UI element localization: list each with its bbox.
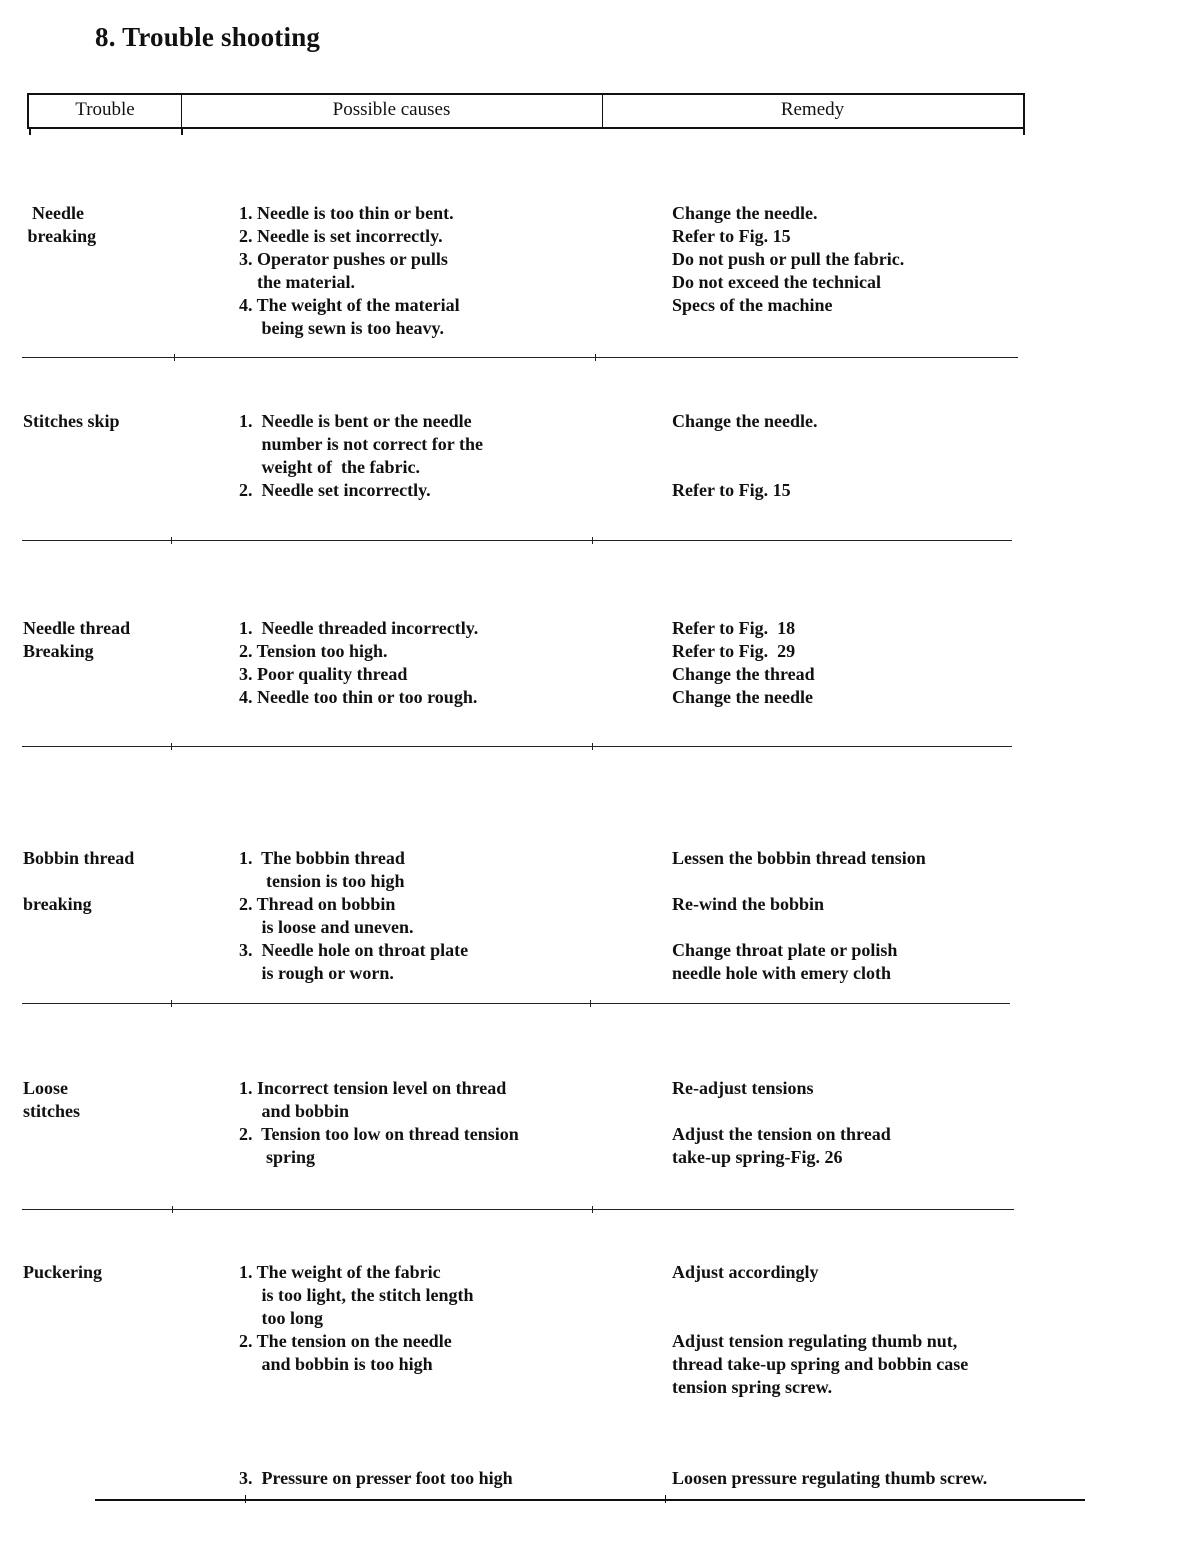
row-trouble: Loose stitches bbox=[23, 1078, 80, 1121]
row-trouble: Needle breaking bbox=[27, 203, 97, 246]
separator-tick bbox=[174, 354, 175, 361]
row-remedy: Lessen the bobbin thread tension Re-wind the bobbin Change throat plate or polish needle hole with emery cloth bbox=[672, 848, 926, 983]
separator-tick bbox=[171, 537, 172, 544]
row-remedy: Change the needle. Refer to Fig. 15 bbox=[672, 411, 818, 500]
table-header bbox=[27, 93, 1025, 129]
separator-tick bbox=[592, 537, 593, 544]
row-trouble: Stitches skip bbox=[23, 411, 120, 431]
separator-tick bbox=[590, 1000, 591, 1007]
row-separator bbox=[22, 540, 1012, 541]
row-separator bbox=[22, 746, 1012, 747]
separator-tick bbox=[171, 1000, 172, 1007]
separator-tick bbox=[592, 1206, 593, 1213]
row-remedy: Refer to Fig. 18 Refer to Fig. 29 Change the thread Change the needle bbox=[672, 618, 815, 707]
row-remedy: Re-adjust tensions Adjust the tension on thread take-up spring-Fig. 26 bbox=[672, 1078, 891, 1167]
page-title: 8. Trouble shooting bbox=[95, 22, 321, 52]
row-trouble: Puckering bbox=[23, 1262, 102, 1282]
row-trouble: Needle thread Breaking bbox=[23, 618, 131, 661]
row-causes: 1. Needle is too thin or bent. 2. Needle is set incorrectly. 3. Operator pushes or pulls the material. 4. The weight of the material being sewn is too heavy. bbox=[239, 203, 460, 338]
row-remedy: Loosen pressure regulating thumb screw. bbox=[672, 1468, 988, 1488]
row-causes: 3. Pressure on presser foot too high bbox=[239, 1468, 513, 1488]
header-remedy: Remedy bbox=[780, 99, 845, 120]
header-tick bbox=[181, 127, 183, 135]
separator-tick bbox=[665, 1495, 666, 1503]
separator-tick bbox=[172, 1206, 173, 1213]
separator-tick bbox=[595, 354, 596, 361]
row-separator bbox=[22, 357, 1018, 358]
header-trouble: Trouble bbox=[29, 95, 182, 127]
separator-tick bbox=[592, 743, 593, 750]
row-causes: 1. Needle is bent or the needle number is not correct for the weight of the fabric. 2. Needle set incorrectly. bbox=[239, 411, 483, 500]
header-possible-causes: Possible causes bbox=[181, 95, 603, 127]
row-remedy: Adjust accordingly Adjust tension regulating thumb nut, thread take-up spring and bobbin case tension spring screw. bbox=[672, 1262, 969, 1397]
row-causes: 1. The weight of the fabric is too light, the stitch length too long 2. The tension on the needle and bobbin is too high bbox=[239, 1262, 474, 1374]
row-causes: 1. Needle threaded incorrectly. 2. Tension too high. 3. Poor quality thread 4. Needle too thin or too rough. bbox=[239, 618, 479, 707]
row-causes: 1. The bobbin thread tension is too high 2. Thread on bobbin is loose and uneven. 3. Needle hole on throat plate is rough or worn. bbox=[239, 848, 469, 983]
row-separator bbox=[22, 1209, 1014, 1210]
separator-tick bbox=[245, 1495, 246, 1503]
row-causes: 1. Incorrect tension level on thread and bobbin 2. Tension too low on thread tension spring bbox=[239, 1078, 519, 1167]
header-tick bbox=[29, 127, 31, 135]
row-remedy: Change the needle. Refer to Fig. 15 Do not push or pull the fabric. Do not exceed the technical Specs of the machine bbox=[672, 203, 905, 315]
separator-tick bbox=[171, 743, 172, 750]
row-trouble: Bobbin thread breaking bbox=[23, 848, 135, 914]
table-bottom-rule bbox=[95, 1499, 1085, 1501]
row-separator bbox=[22, 1003, 1010, 1004]
header-tick bbox=[1023, 127, 1025, 135]
